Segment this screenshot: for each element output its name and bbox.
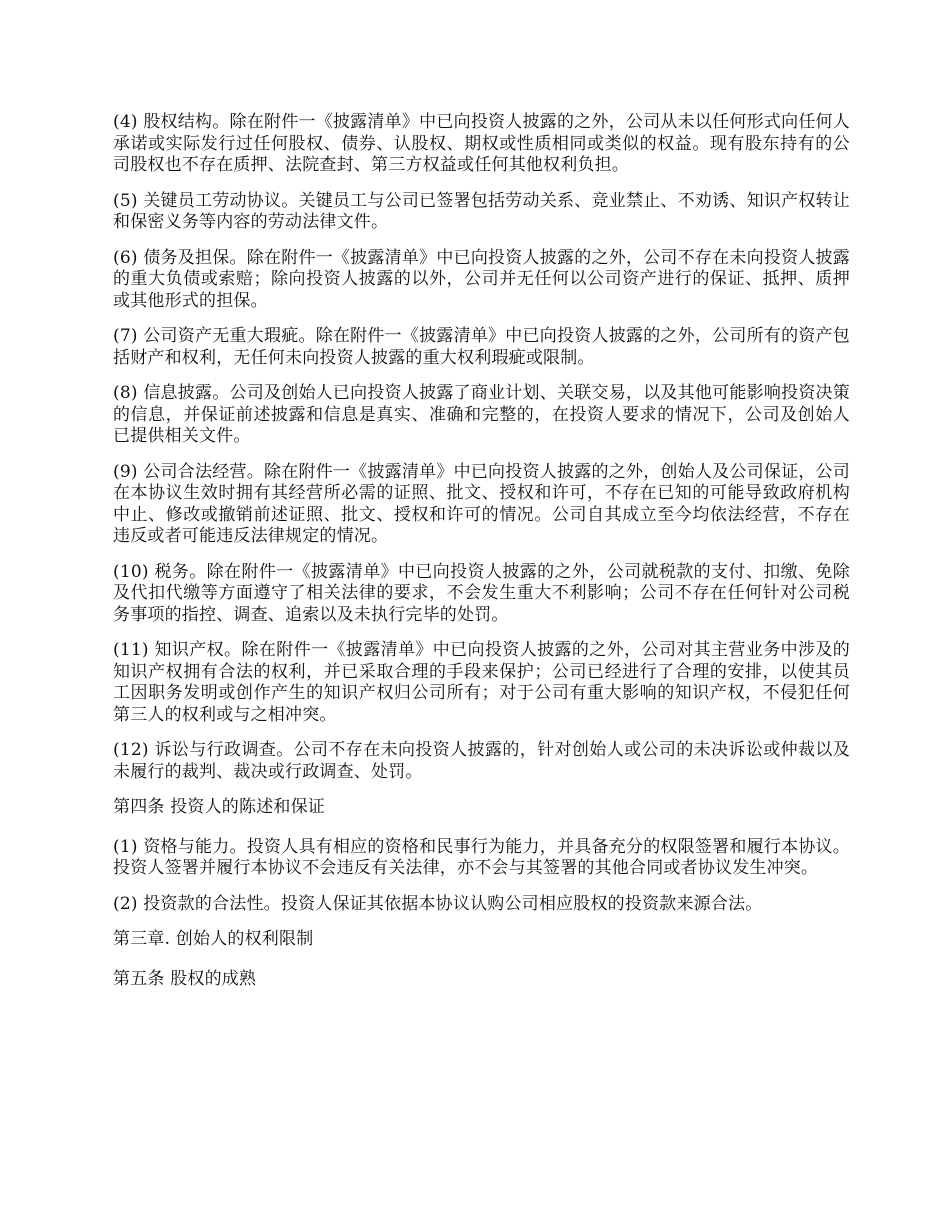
paragraph-company-assets: (7) 公司资产无重大瑕疵。除在附件一《披露清单》中已向投资人披露的之外，公司所有的资产包括财产和权利，无任何未向投资人披露的重大权利瑕疵或限制。 — [113, 326, 850, 368]
article-five-heading: 第五条 股权的成熟 — [113, 968, 257, 989]
article-four-heading: 第四条 投资人的陈述和保证 — [113, 797, 326, 817]
paragraph-qualification-capacity: (1) 资格与能力。投资人具有相应的资格和民事行为能力，并具备充分的权限签署和履行本协议。投资人签署并履行本协议不会违反有关法律，亦不会与其签署的其他合同或者协议发生冲突。 — [113, 836, 850, 878]
paragraph-lawful-operation: (9) 公司合法经营。除在附件一《披露清单》中已向投资人披露的之外，创始人及公司保证，公司在本协议生效时拥有其经营所必需的证照、批文、授权和许可，不存在已知的可能导致政府机构中止、修改或撤销前述证照、批文、授权和许可的情况。公司自其成立至今均依法经营，不存在违反或者可能违反法律规定的情况。 — [113, 461, 850, 546]
paragraph-information-disclosure: (8) 信息披露。公司及创始人已向投资人披露了商业计划、关联交易，以及其他可能影响投资决策的信息，并保证前述披露和信息是真实、准确和完整的，在投资人要求的情况下，公司及创始人已提供相关文件。 — [113, 383, 850, 446]
chapter-three-heading: 第三章. 创始人的权利限制 — [113, 929, 314, 949]
paragraph-investment-legality: (2) 投资款的合法性。投资人保证其依据本协议认购公司相应股权的投资款来源合法。 — [113, 893, 763, 914]
paragraph-taxation: (10) 税务。除在附件一《披露清单》中已向投资人披露的之外，公司就税款的支付、扣缴、免除及代扣代缴等方面遵守了相关法律的要求，不会发生重大不利影响；公司不存在任何针对公司税务事项的指控、调查、追索以及未执行完毕的处罚。 — [113, 561, 850, 625]
paragraph-debts-and-guarantees: (6) 债务及担保。除在附件一《披露清单》中已向投资人披露的之外，公司不存在未向投资人披露的重大负债或索赔；除向投资人披露的以外，公司并无任何以公司资产进行的保证、抵押、质押或其他形式的担保。 — [113, 247, 850, 311]
paragraph-litigation: (12) 诉讼与行政调查。公司不存在未向投资人披露的，针对创始人或公司的未决诉讼或仲裁以及未履行的裁判、裁决或行政调查、处罚。 — [113, 740, 850, 782]
paragraph-intellectual-property: (11) 知识产权。除在附件一《披露清单》中已向投资人披露的之外，公司对其主营业务中涉及的知识产权拥有合法的权利，并已采取合理的手段来保护；公司已经进行了合理的安排，以使其员工因职务发明或创作产生的知识产权归公司所有；对于公司有重大影响的知识产权，不侵犯任何第三人的权利或与之相冲突。 — [113, 640, 850, 725]
paragraph-key-employee-agreements: (5) 关键员工劳动协议。关键员工与公司已签署包括劳动关系、竞业禁止、不劝诱、知识产权转让和保密义务等内容的劳动法律文件。 — [113, 190, 850, 232]
paragraph-equity-structure: (4) 股权结构。除在附件一《披露清单》中已向投资人披露的之外，公司从未以任何形式向任何人承诺或实际发行过任何股权、债券、认股权、期权或性质相同或类似的权益。现有股东持有的公司股权也不存在质押、法院查封、第三方权益或任何其他权利负担。 — [113, 112, 850, 175]
